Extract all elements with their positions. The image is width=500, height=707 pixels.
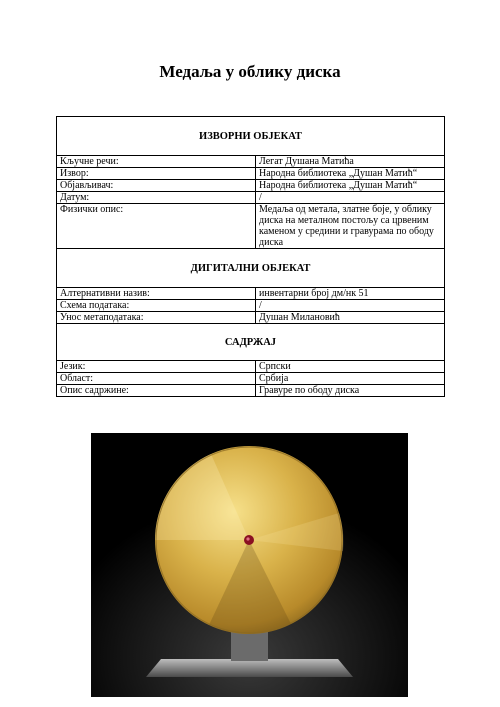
- field-label: Схема података:: [57, 300, 256, 312]
- field-value: /: [256, 300, 445, 312]
- field-value: Народна библиотека „Душан Матић“: [256, 180, 445, 192]
- metadata-table: [56, 116, 445, 397]
- page-title: Медаља у облику диска: [159, 62, 341, 81]
- table-row: [57, 156, 445, 168]
- field-label: Унос метаподатака:: [57, 312, 256, 324]
- table-row: [57, 312, 445, 324]
- field-label: Алтернативни назив:: [57, 288, 256, 300]
- section-heading-content: САДРЖАЈ: [57, 324, 445, 361]
- table-row: [57, 300, 445, 312]
- section-heading-row: [57, 249, 445, 288]
- field-label: Извор:: [57, 168, 256, 180]
- section-heading-source: ИЗВОРНИ ОБЈЕКАТ: [57, 117, 445, 156]
- table-row: [57, 385, 445, 397]
- field-value: инвентарни број дм/нк 51: [256, 288, 445, 300]
- table-row: [57, 373, 445, 385]
- table-row: [57, 288, 445, 300]
- table-row: [57, 180, 445, 192]
- field-value: Српски: [256, 361, 445, 373]
- field-label: Кључне речи:: [57, 156, 256, 168]
- field-value: Србија: [256, 373, 445, 385]
- section-heading-row: [57, 324, 445, 361]
- table-row: [57, 168, 445, 180]
- medal-photo: [91, 433, 408, 697]
- field-value: Медаља од метала, златне боје, у облику диска на металном постољу са црвеним каменом у средини и гравурама по ободу диска: [256, 204, 445, 249]
- field-value: /: [256, 192, 445, 204]
- field-label: Језик:: [57, 361, 256, 373]
- medal-illustration: [91, 433, 408, 697]
- field-value: Легат Душана Матића: [256, 156, 445, 168]
- section-heading-row: [57, 117, 445, 156]
- section-heading-digital: ДИГИТАЛНИ ОБЈЕКАТ: [57, 249, 445, 288]
- field-label: Датум:: [57, 192, 256, 204]
- field-label: Област:: [57, 373, 256, 385]
- table-row: [57, 204, 445, 249]
- field-label: Физички опис:: [57, 204, 256, 249]
- field-label: Опис садржине:: [57, 385, 256, 397]
- field-value: Душан Милановић: [256, 312, 445, 324]
- field-value: Гравуре по ободу диска: [256, 385, 445, 397]
- table-row: [57, 192, 445, 204]
- stand-base: [146, 659, 353, 677]
- field-label: Објављивач:: [57, 180, 256, 192]
- table-row: [57, 361, 445, 373]
- field-value: Народна библиотека „Душан Матић“: [256, 168, 445, 180]
